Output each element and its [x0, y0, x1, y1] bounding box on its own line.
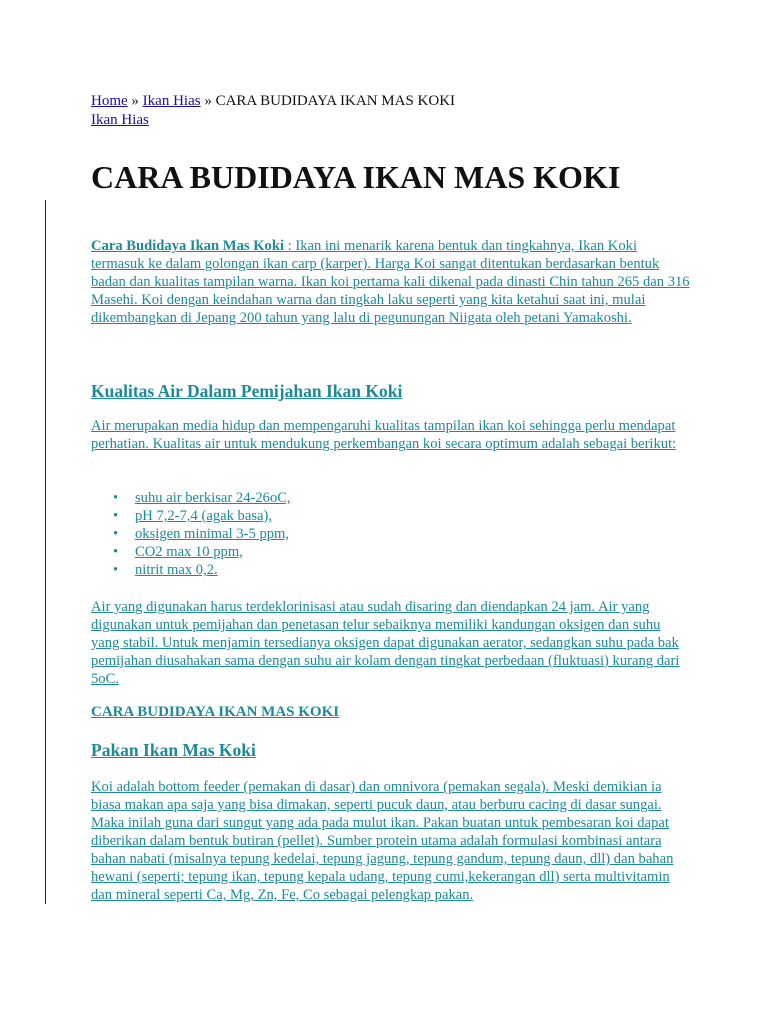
feed-paragraph[interactable]: Koi adalah bottom feeder (pemakan di dasar) dan omnivora (pemakan segala). Meski demikian ia biasa makan apa saja yang bisa dimakan, seperti pucuk daun, atau berburu cacing di dasar sungai. Maka inilah guna dari sungut yang ada pada mulut ikan. Pakan buatan untuk pembesaran koi dapat diberikan dalam bentuk butiran (pellet). Sumber protein utama adalah formulasi kombinasi antara bahan nabati (misalnya tepung kedelai, tepung jagung, tepung gandum, tepung daun, dll) dan bahan hewani (seperti; tepung ikan, tepung kepala udang, tepung cumi,kekerangan dll) serta multivitamin dan mineral seperti Ca, Mg, Zn, Fe, Co sebagai pelengkap pakan. [91, 779, 674, 903]
intro-paragraph[interactable] [91, 237, 691, 327]
bullet-icon: • [113, 544, 119, 560]
bullet-icon: • [113, 490, 119, 506]
breadcrumb-current: CARA BUDIDAYA IKAN MAS KOKI [215, 93, 456, 109]
intro-lead: Cara Budidaya Ikan Mas Koki [91, 238, 285, 254]
list-item[interactable]: • oksigen minimal 3-5 ppm, [113, 526, 290, 542]
breadcrumb [91, 92, 691, 111]
water-quality-paragraph[interactable]: Air merupakan media hidup dan mempengaruhi kualitas tampilan ikan koi sehingga perlu mendapat perhatian. Kualitas air untuk mendukung perkembangan koi secara optimum adalah sebagai berikut: [91, 418, 677, 452]
subheading-link[interactable]: CARA BUDIDAYA IKAN MAS KOKI [91, 704, 340, 720]
breadcrumb-separator: » [200, 93, 216, 109]
list-item[interactable]: • nitrit max 0,2. [113, 562, 218, 578]
page-title: CARA BUDIDAYA IKAN MAS KOKI [91, 159, 621, 195]
breadcrumb-category-link[interactable]: Ikan Hias [142, 93, 201, 109]
bullet-icon: • [113, 508, 119, 524]
bullet-icon: • [113, 526, 119, 542]
category-link[interactable]: Ikan Hias [91, 112, 149, 128]
bullet-icon: • [113, 562, 119, 578]
water-treatment-paragraph[interactable]: Air yang digunakan harus terdeklorinisasi atau sudah disaring dan diendapkan 24 jam. Air yang digunakan untuk pemijahan dan penetasan telur sebaiknya memiliki kandungan oksigen dan suhu yang stabil. Untuk menjamin tersedianya oksigen dapat digunakan aerator, sedangkan suhu pada bak pemijahan diusahakan sama dengan suhu air kolam dengan tingkat perbedaan (fluktuasi) kurang dari 5oC. [91, 599, 680, 687]
section-heading-water-quality[interactable]: Kualitas Air Dalam Pemijahan Ikan Koki [91, 381, 403, 401]
margin-rule [45, 200, 46, 904]
intro-text: : Ikan ini menarik karena bentuk dan tingkahnya, Ikan Koki termasuk ke dalam golongan ikan carp (karper). Harga Koi sangat ditentukan berdasarkan bentuk badan dan kualitas tampilan warna. Ikan koi pertama kali dikenal pada dinasti Chin tahun 265 dan 316 Masehi. Koi dengan keindahan warna dan tingkah laku seperti yang kita ketahui saat ini, mulai dikembangkan di Jepang 200 tahun yang lalu di pegunungan Niigata oleh petani Yamakoshi. [91, 238, 690, 326]
list-item[interactable]: • suhu air berkisar 24-26oC, [113, 490, 291, 506]
article [91, 92, 691, 903]
section-heading-feed[interactable]: Pakan Ikan Mas Koki [91, 740, 256, 760]
water-conditions-list [113, 489, 291, 579]
list-item[interactable]: • pH 7,2-7,4 (agak basa), [113, 508, 272, 524]
list-item[interactable]: • CO2 max 10 ppm, [113, 544, 243, 560]
breadcrumb-separator: » [127, 93, 143, 109]
breadcrumb-home-link[interactable]: Home [91, 93, 128, 109]
